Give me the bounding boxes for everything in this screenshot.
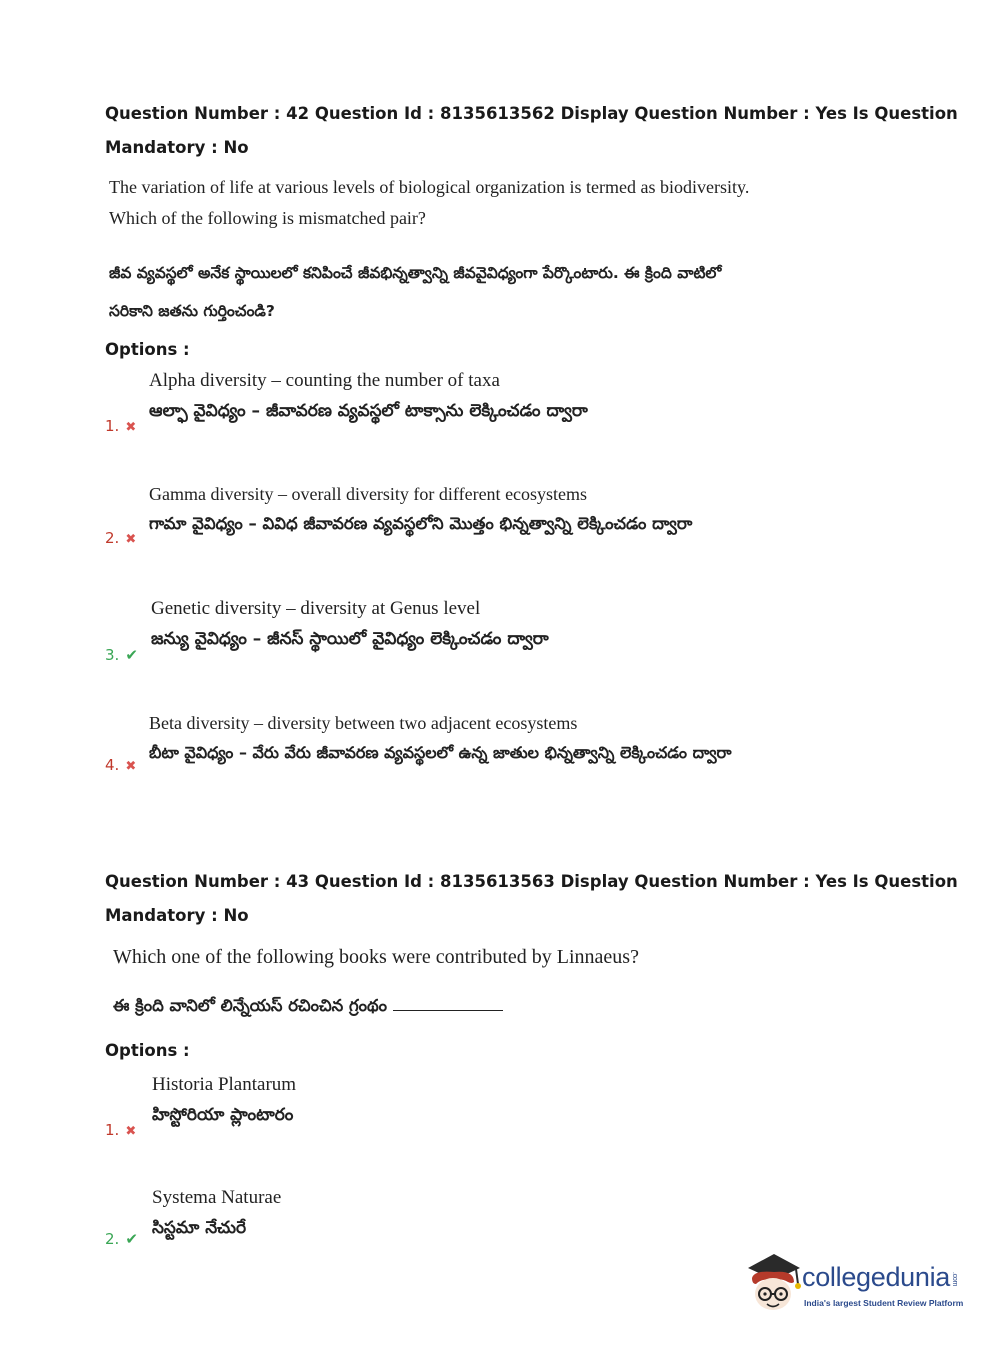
question-header-line2: Mandatory : No [105,906,249,925]
question-header-line1: Question Number : 42 Question Id : 8135613562 Display Question Number : Yes Is Question [105,104,958,123]
options-label: Options : [105,1041,190,1060]
option-number-label: 3. [105,646,120,664]
option-text-telugu: సిస్టమా నేచురే [152,1218,247,1238]
option-number [105,529,136,547]
logo-mark: .com [951,1271,959,1286]
option-text-telugu: జన్యు వైవిధ్యం – జీనస్ స్థాయిలో వైవిధ్యం లెక్కించడం ద్వారా [151,629,549,649]
logo-wordmark [802,1262,958,1293]
option-text-telugu: బీటా వైవిధ్యం – వేరు వేరు జీవావరణ వ్యవస్థలలో ఉన్న జాతుల భిన్నత్వాన్ని లెక్కించడం ద్వారా [149,743,732,762]
question-text-english [109,172,869,234]
option-text [152,1183,852,1243]
option-number-label: 2. [105,1230,120,1248]
option-text-english: Genetic diversity – diversity at Genus level [151,598,481,619]
options-label: Options : [105,340,190,359]
option-text-telugu: ఆల్ఫా వైవిధ్యం – జీవావరణ వ్యవస్థలో టాక్సాను లెక్కించడం ద్వారా [149,401,588,421]
cross-icon: ✖ [125,532,137,547]
question-header [105,97,958,165]
option-text [149,479,849,539]
question-header-line1: Question Number : 43 Question Id : 8135613563 Display Question Number : Yes Is Question [105,872,958,891]
option-number [105,756,136,774]
question-text-telugu [113,990,873,1022]
option-text [152,1070,852,1130]
question-text-telugu [109,254,869,330]
option-number-label: 1. [105,1121,120,1139]
question-header [105,865,958,933]
option-text-telugu: హిస్టోరియా ప్లాంటారం [152,1105,294,1125]
answer-blank [393,1010,503,1011]
question-text-line: Which of the following is mismatched pair? [109,208,426,228]
question-text-line [113,990,873,1022]
check-icon: ✔ [125,646,138,664]
cross-icon: ✖ [125,1124,137,1139]
logo-tagline: India's largest Student Review Platform [804,1298,964,1308]
question-text-line: జీవ వ్యవస్థలో అనేక స్థాయిలలో కనిపించే జీవభిన్నత్వాన్ని జీవవైవిధ్యంగా పేర్కొంటారు. ఈ క్రింది వాటిలో [109,264,722,282]
option-text-english: Beta diversity – diversity between two adjacent ecosystems [149,713,578,733]
question-text-telugu-part: ఈ క్రింది వానిలో లిన్నేయస్ రచించిన గ్రంథం [113,996,387,1015]
question-text-english [113,942,873,972]
option-number-label: 4. [105,756,120,774]
check-icon: ✔ [125,1230,138,1248]
option-text-telugu: గామా వైవిధ్యం – వివిధ జీవావరణ వ్యవస్థలోని మొత్తం భిన్నత్వాన్ని లెక్కించడం ద్వారా [149,514,693,533]
option-number [105,1121,136,1139]
question-text-line: Which one of the following books were contributed by Linnaeus? [113,946,639,968]
option-text [149,708,849,768]
question-text-line: The variation of life at various levels of biological organization is termed as biodiversity. [109,177,750,197]
mascot-icon [742,1248,804,1314]
cross-icon: ✖ [125,759,137,774]
option-text-english: Alpha diversity – counting the number of taxa [149,370,500,391]
option-text [151,594,851,654]
option-number [105,1230,138,1248]
logo-name: collegedunia [802,1262,951,1292]
question-header-line2: Mandatory : No [105,138,249,157]
collegedunia-logo [742,1248,972,1320]
option-number [105,646,138,664]
option-number-label: 1. [105,417,120,435]
option-number [105,417,136,435]
question-text-line: సరికాని జతను గుర్తించండి? [109,302,275,320]
option-number-label: 2. [105,529,120,547]
option-text [149,366,849,426]
option-text-english: Systema Naturae [152,1187,282,1208]
option-text-english: Historia Plantarum [152,1074,297,1095]
option-text-english: Gamma diversity – overall diversity for different ecosystems [149,484,588,504]
cross-icon: ✖ [125,420,137,435]
